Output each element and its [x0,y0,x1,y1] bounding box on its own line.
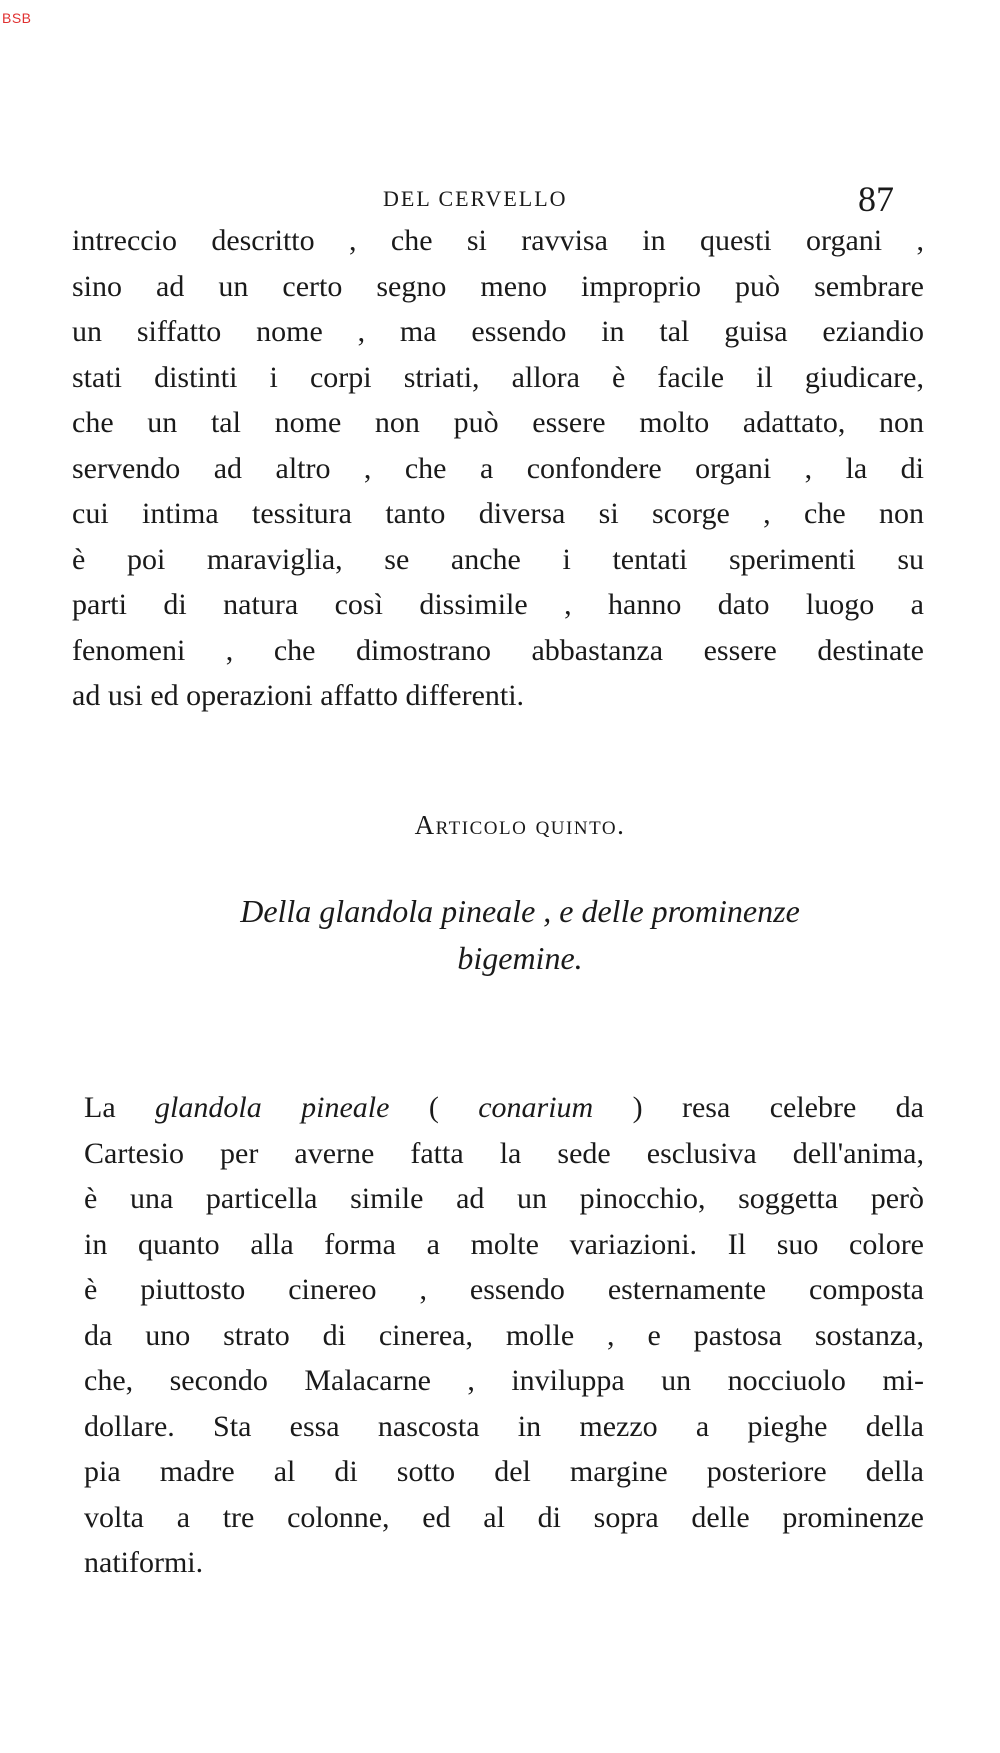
text-line: sino ad un certo segno meno improprio può sembrare [72,269,924,303]
text-line: parti di natura così dissimile , hanno dato luogo a [72,588,924,621]
article-subtitle-line-2: bigemine. [457,940,583,976]
text-line-first [84,1085,924,1131]
text-line: intreccio descritto , che si ravvisa in questi organi , [72,224,924,257]
article-subtitle-line-1: Della glandola pineale , e delle prominenze [240,893,800,929]
text-line: un siffatto nome , ma essendo in tal guisa eziandio [72,315,924,348]
text-line: che, secondo Malacarne , inviluppa un nocciuolo mi- [84,1364,924,1397]
text-line: volta a tre colonne, ed al di sopra delle prominenze [84,1500,924,1534]
text-line: stati distinti i corpi striati, allora è facile il giudicare, [72,360,924,394]
text-line: natiformi. [84,1546,204,1579]
text-run: ) resa celebre da [593,1091,924,1124]
text-line: è una particella simile ad un pinocchio, soggetta però [84,1182,924,1215]
text-line: servendo ad altro , che a confondere organi , la di [72,451,924,485]
text-line: in quanto alla forma a molte variazioni. Il suo colore [84,1227,924,1261]
page-number: 87 [858,179,894,219]
article-heading: Articolo quinto. [414,810,626,840]
text-line: cui intima tessitura tanto diversa si scorge , che non [72,497,924,530]
italic-term: glandola pineale [155,1091,390,1124]
text-run: La [84,1091,156,1124]
text-line: da uno strato di cinerea, molle , e pastosa sostanza, [84,1318,924,1352]
text-line: Cartesio per averne fatta la sede esclusiva dell'anima, [84,1136,924,1170]
text-line: ad usi ed operazioni affatto differenti. [72,679,525,712]
text-line: che un tal nome non può essere molto adattato, non [72,406,924,439]
text-line: è piuttosto cinereo , essendo esternamente composta [84,1273,924,1306]
text-line: fenomeni , che dimostrano abbastanza essere destinate [72,633,924,667]
text-line: pia madre al di sotto del margine posteriore della [84,1455,924,1488]
italic-term: conarium [478,1091,594,1124]
paragraph-pineal-gland [84,1085,924,1586]
text-run: ( [389,1091,479,1124]
library-watermark: BSB [2,10,32,26]
running-title: DEL CERVELLO [383,186,568,211]
text-line: è poi maraviglia, se anche i tentati sperimenti su [72,542,924,576]
text-line: dollare. Sta essa nascosta in mezzo a pieghe della [84,1409,924,1443]
paragraph-continued [72,218,924,719]
